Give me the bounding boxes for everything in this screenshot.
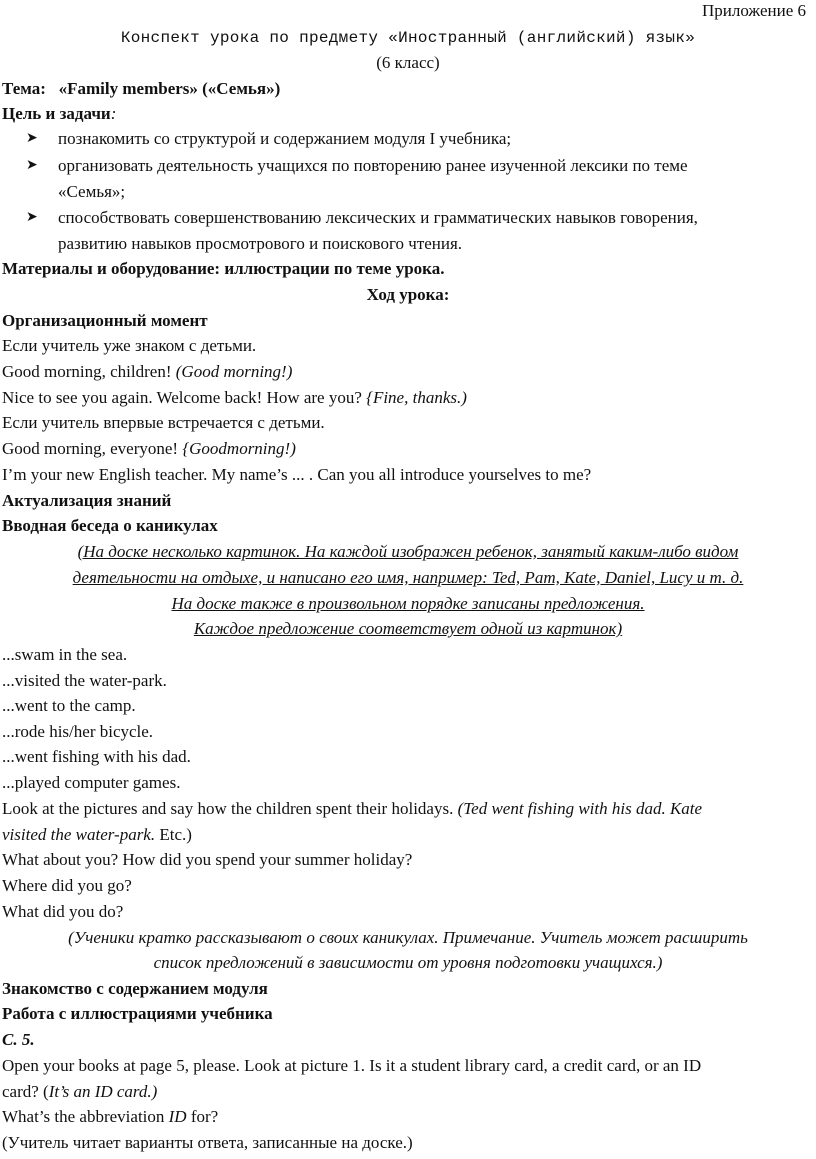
actual-heading: Актуализация знаний [2, 491, 172, 510]
goals-colon: : [110, 104, 117, 123]
text-line: Если учитель уже знаком с детьми. [2, 336, 257, 355]
text-line: Если учитель впервые встречается с детьми. [2, 413, 325, 432]
phrase-item: ...played computer games. [2, 773, 181, 792]
topic-value: «Family members» («Семья») [58, 79, 281, 98]
goal-item: организовать деятельность учащихся по повторению ранее изученной лексики по теме [58, 156, 688, 175]
text-line [2, 1081, 812, 1103]
answer-span: (Good morning!) [175, 362, 293, 381]
answer-span: {Fine, thanks.) [366, 388, 467, 407]
topic-line [2, 78, 812, 100]
phrase-item: ...went to the camp. [2, 696, 136, 715]
grade-label: (6 класс) [376, 53, 440, 72]
text-line: What about you? How did you spend your summer holiday? [2, 850, 413, 869]
text-line [2, 798, 812, 820]
text-span: Good morning, everyone! [2, 439, 183, 458]
text-line: I’m your new English teacher. My name’s ... . Can you all introduce yourselves to me? [2, 465, 592, 484]
text-line: What did you do? [2, 902, 124, 921]
text-span: What’s the abbreviation [2, 1107, 169, 1126]
goal-item: познакомить со структурой и содержанием модуля I учебника; [58, 129, 512, 148]
teacher-note-line: список предложений в зависимости от уровня подготовки учащихся.) [153, 953, 663, 972]
phrase-item: ...visited the water-park. [2, 671, 167, 690]
arrow-bullet-icon: ➤ [26, 131, 38, 146]
teacher-note-line: На доске также в произвольном порядке записаны предложения. [171, 594, 645, 613]
actual-subheading: Вводная беседа о каникулах [2, 516, 218, 535]
goals-heading [2, 103, 812, 125]
phrase-item: ...swam in the sea. [2, 645, 128, 664]
lesson-heading: Ход урока: [366, 285, 450, 304]
text-span: Look at the pictures and say how the children spent their holidays. [2, 799, 458, 818]
text-span: card? ( [2, 1082, 49, 1101]
arrow-bullet-icon: ➤ [26, 210, 38, 225]
text-span: Etc.) [155, 825, 192, 844]
answer-span: visited the water-park. [2, 825, 156, 844]
goal-item-continued: «Семья»; [58, 182, 126, 201]
phrase-item: ...went fishing with his dad. [2, 747, 191, 766]
answer-span: {Goodmorning!) [182, 439, 296, 458]
text-line: Open your books at page 5, please. Look at picture 1. Is it a student library card, a credit card, or an ID [2, 1056, 702, 1075]
text-line [2, 438, 812, 460]
teacher-note-line: (На доске несколько картинок. На каждой изображен ребенок, занятый каким-либо видом [77, 542, 739, 561]
arrow-bullet-icon: ➤ [26, 158, 38, 173]
page-reference: С. 5. [2, 1030, 35, 1049]
text-line: Where did you go? [2, 876, 132, 895]
goal-item-continued: развитию навыков просмотрового и поискового чтения. [58, 234, 463, 253]
text-span: Good morning, children! [2, 362, 176, 381]
text-line [2, 1106, 812, 1128]
module-subheading: Работа с иллюстрациями учебника [2, 1004, 273, 1023]
goals-label: Цель и задачи [2, 104, 111, 123]
document-title: Конспект урока по предмету «Иностранный (английский) язык» [120, 29, 696, 47]
text-line [2, 361, 812, 383]
answer-span: It’s an ID card.) [48, 1082, 158, 1101]
topic-label: Тема: [2, 79, 46, 98]
text-line [2, 387, 812, 409]
org-heading: Организационный момент [2, 311, 208, 330]
appendix-label: Приложение 6 [702, 1, 806, 20]
text-line: (Учитель читает варианты ответа, записанные на доске.) [2, 1133, 413, 1152]
phrase-item: ...rode his/her bicycle. [2, 722, 154, 741]
text-span: Nice to see you again. Welcome back! How are you? [2, 388, 367, 407]
answer-span: (Ted went fishing with his dad. Kate [457, 799, 703, 818]
teacher-note-line: (Ученики кратко рассказывают о своих каникулах. Примечание. Учитель может расширить [68, 928, 748, 947]
answer-span: ID [168, 1107, 187, 1126]
teacher-note-line: деятельности на отдыхе, и написано его имя, например: Ted, Pam, Kate, Daniel, Lucy и т. д. [72, 568, 744, 587]
text-line [2, 824, 812, 846]
goal-item: способствовать совершенствованию лексических и грамматических навыков говорения, [58, 208, 698, 227]
materials-line: Материалы и оборудование: иллюстрации по теме урока. [2, 259, 445, 278]
teacher-note-line: Каждое предложение соответствует одной из картинок) [193, 619, 623, 638]
text-span: for? [186, 1107, 219, 1126]
module-heading: Знакомство с содержанием модуля [2, 979, 268, 998]
